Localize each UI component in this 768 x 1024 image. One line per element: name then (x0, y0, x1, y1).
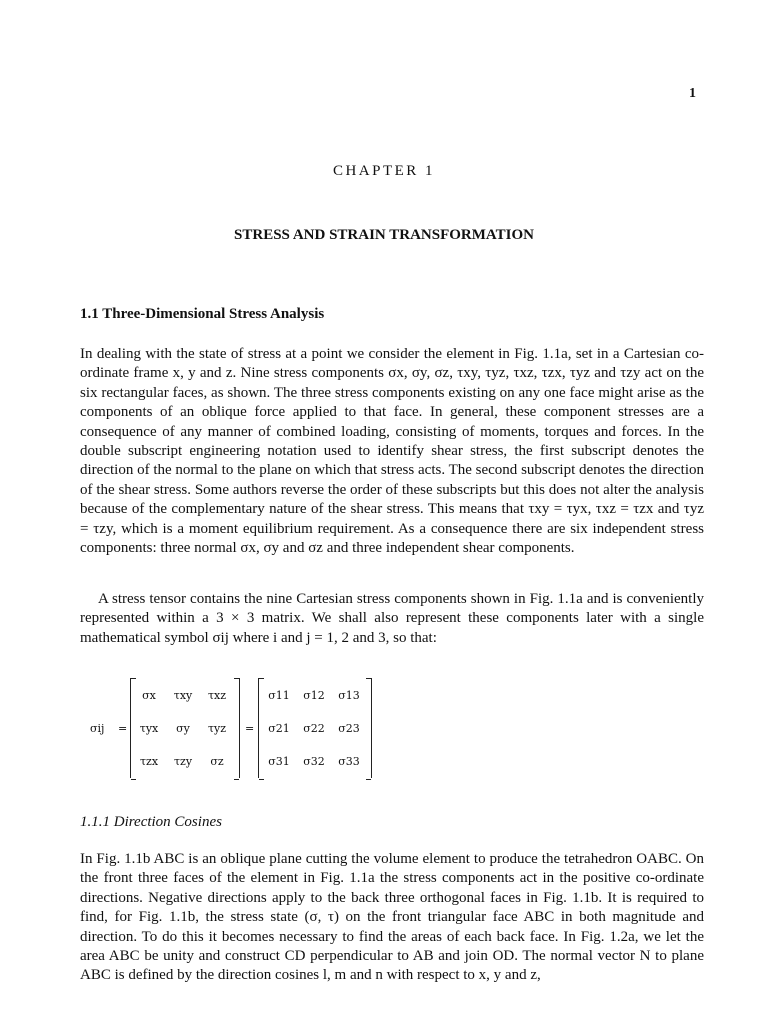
matrix-cell: σ33 (338, 755, 360, 768)
matrix-cell: σ11 (268, 689, 290, 702)
subsection-heading: 1.1.1 Direction Cosines (80, 814, 222, 830)
matrix-cell: σ21 (268, 722, 290, 735)
matrix-cell: σ32 (303, 755, 325, 768)
matrix-indexed (258, 678, 372, 778)
equals-sign-1: = (118, 722, 128, 735)
matrix-cell: τyz (207, 722, 227, 735)
matrix-cell: σ12 (303, 689, 325, 702)
matrix-cartesian (130, 678, 240, 778)
paragraph-3: In Fig. 1.1b ABC is an oblique plane cutting the volume element to produce the tetrahedron OABC. On the front three faces of the element in Fig. 1.1a the stress components act in the positive co-ordinate directions. Negative directions apply to the back three orthogonal faces in Fig. 1.1b. It is required to find, for Fig. 1.1b, the stress state (σ, τ) on the front triangular face ABC in both magnitude and direction. To do this it becomes necessary to find the areas of each back face. In Fig. 1.2a, we let the area ABC be unity and construct CD perpendicular to AB and join OD. The normal vector N to plane ABC is defined by the direction cosines l, m and n with respect to x, y and z, (80, 851, 704, 984)
paragraph-2: A stress tensor contains the nine Cartesian stress components shown in Fig. 1.1a and is conveniently represented within a 3 × 3 matrix. We shall also represent these components later with a single mathematical symbol σij where i and j = 1, 2 and 3, so that: (80, 591, 704, 646)
matrix-cell: τxz (207, 689, 227, 702)
matrix-cell: τxy (173, 689, 193, 702)
matrix-cell: τyx (139, 722, 159, 735)
paragraph-1: In dealing with the state of stress at a point we consider the element in Fig. 1.1a, set in a Cartesian co-ordinate frame x, y and z. Nine stress components σx, σy, σz, τxy, τyz, τxz, τzx, τyz and τzy act on the six rectangular faces, as shown. The three stress components existing on any one face might arise as the components of an oblique force applied to that face. In general, these component stresses are a consequence of any manner of combined loading, consisting of moments, torques and forces. In the double subscript engineering notation used to identify shear stress, the first subscript denotes the direction of the normal to the plane on which that stress acts. The second subscript denotes the direction of the shear stress. Some authors reverse the order of these subscripts but this does not alter the analysis because of the complementary nature of the shear stress. This means that τxy = τyx, τxz = τzx and τyz = τzy, which is a moment equilibrium requirement. As a consequence there are six independent stress components: three normal σx, σy and σz and three independent shear components. (80, 346, 704, 557)
equals-sign-2: = (245, 722, 255, 735)
chapter-label: CHAPTER 1 (332, 163, 436, 179)
section-heading: 1.1 Three-Dimensional Stress Analysis (80, 306, 325, 322)
matrix-cell: σ22 (303, 722, 325, 735)
matrix-cell: σ23 (338, 722, 360, 735)
matrix-cell: τzx (139, 755, 159, 768)
page-number: 1 (689, 86, 696, 101)
matrix-cell: σx (142, 689, 156, 702)
chapter-title: STRESS AND STRAIN TRANSFORMATION (234, 227, 534, 243)
equation-lhs: σij (90, 722, 105, 735)
matrix-cell: σ13 (338, 689, 360, 702)
stress-tensor-equation (90, 678, 390, 778)
matrix-cell: σ31 (268, 755, 290, 768)
matrix-cell: τzy (173, 755, 193, 768)
matrix-cell: σy (176, 722, 190, 735)
matrix-cell: σz (210, 755, 224, 768)
